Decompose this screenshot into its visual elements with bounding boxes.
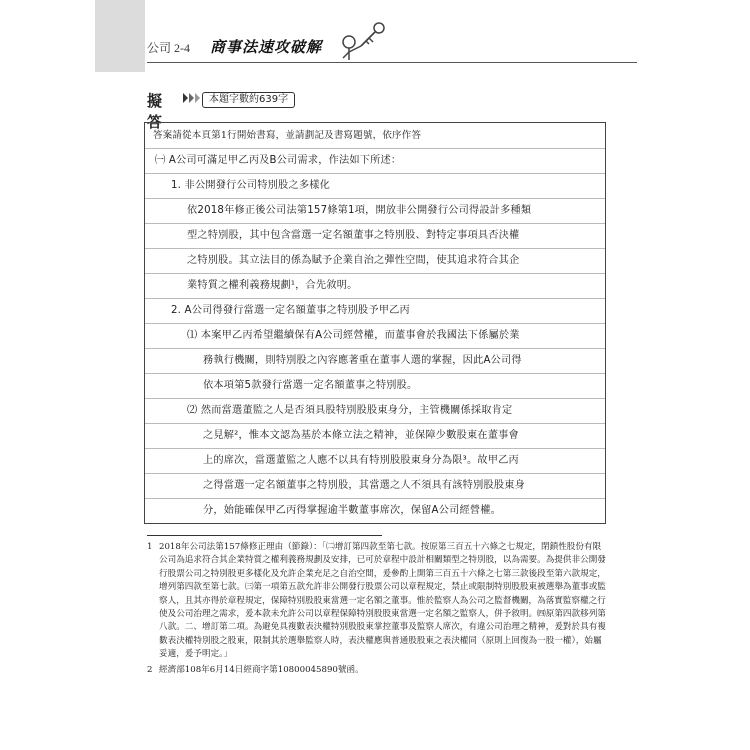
answer-line: 之見解²，惟本文認為基於本條立法之精神，並保障少數股東在董事會 <box>145 423 605 449</box>
answer-line: 依本項第5款發行當選一定名額董事之特別股。 <box>145 373 605 399</box>
chapter-tab <box>95 0 145 72</box>
answer-line: 2. A公司得發行當選一定名額董事之特別股予甲乙丙 <box>145 298 605 324</box>
header-rule <box>147 62 637 63</box>
footnote-rule <box>147 535 382 536</box>
footnote-text: 經濟部108年6月14日經商字第10800045890號函。 <box>159 664 364 675</box>
answer-line: 業特質之權利義務規劃¹，合先敘明。 <box>145 273 605 299</box>
mascot-icon <box>335 16 395 62</box>
footnote-text: 2018年公司法第157條修正理由（節錄）：「㈡增訂第四款至第七款。按原第三百五十六條之七規定，閉鎖性股份有限公司為追求符合其企業特質之權利義務規劃及安排，已可於章程中設計相關類型之特別股，以為需要。為提供非公開發行股票公司之特別股更多樣化及允許企業充足之自治空間，爰參酌上開第三百五十六條之七第三款後段至第六款規定，增列第四款至第七款。㈢第一項第五款允許非公開發行股票公司以章程規定，禁止或限制特別股股東被選舉為董事或監察人，且其亦得於章程規定，保障特別股股東當選一定名額之董事。惟於監察人為公司之監督機關，為落實監察權之行使及公司治理之需求，爰本款未允許公司以章程保障特別股股東當選一定名額之監察人，併予敘明。㈣原第四款移列第八款。二、增訂第二項。為避免具複數表決權特別股股東掌控董事及監察人席次，有違公司治理之精神，爰對於具有複數表決權特別股之股東，限制其於選舉監察人時，表決權應與普通股股東之表決權同（原則上回復為一股一權），始屬妥適，爰予明定。」 <box>159 542 606 660</box>
answer-line: 型之特別股，其中包含當選一定名額董事之特別股、對特定事項具否決權 <box>145 223 605 249</box>
footnote-2 <box>147 664 607 677</box>
answer-line: 1. 非公開發行公司特別股之多樣化 <box>145 173 605 199</box>
arrows-icon <box>183 93 201 103</box>
page-header <box>147 36 647 66</box>
answer-line: 分，始能確保甲乙丙得掌握逾半數董事席次，保留A公司經營權。 <box>203 505 502 516</box>
answer-line: 務執行機關，則特別股之內容應著重在董事人選的掌握，因此A公司得 <box>145 348 605 374</box>
answer-line: 之得當選一定名額董事之特別股，其當選之人不須具有該特別股股東身 <box>145 473 605 499</box>
answer-label: 擬答 <box>147 92 163 131</box>
answer-line: 上的席次，當選董監之人應不以具有特別股股東身分為限³。故甲乙丙 <box>145 448 605 474</box>
book-title: 商事法速攻破解 <box>210 38 323 56</box>
answer-line: ㈠ A公司可滿足甲乙丙及B公司需求，作法如下所述： <box>145 148 605 174</box>
footnote-number: 2 <box>147 664 153 675</box>
footnote-number: 1 <box>147 542 153 552</box>
answer-line: 之特別股。其立法目的係為賦予企業自治之彈性空間，使其追求符合其企 <box>145 248 605 274</box>
chapter-label: 公司 2-4 <box>147 41 190 55</box>
footnote-1 <box>147 541 607 662</box>
footnotes <box>147 541 607 677</box>
answer-line: 答案請從本頁第1行開始書寫，並請劃記及書寫題號，依序作答 <box>145 123 605 149</box>
answer-line: ⑴ 本案甲乙丙希望繼續保有A公司經營權，而董事會於我國法下係屬於業 <box>145 323 605 349</box>
answer-line: ⑵ 然而當選董監之人是否須具股特別股股東身分，主管機關係採取肯定 <box>145 398 605 424</box>
answer-line: 依2018年修正後公司法第157條第1項，開放非公開發行公司得設計多種類 <box>145 198 605 224</box>
word-count-badge: 本題字數約639字 <box>202 92 295 108</box>
answer-box <box>144 122 606 524</box>
